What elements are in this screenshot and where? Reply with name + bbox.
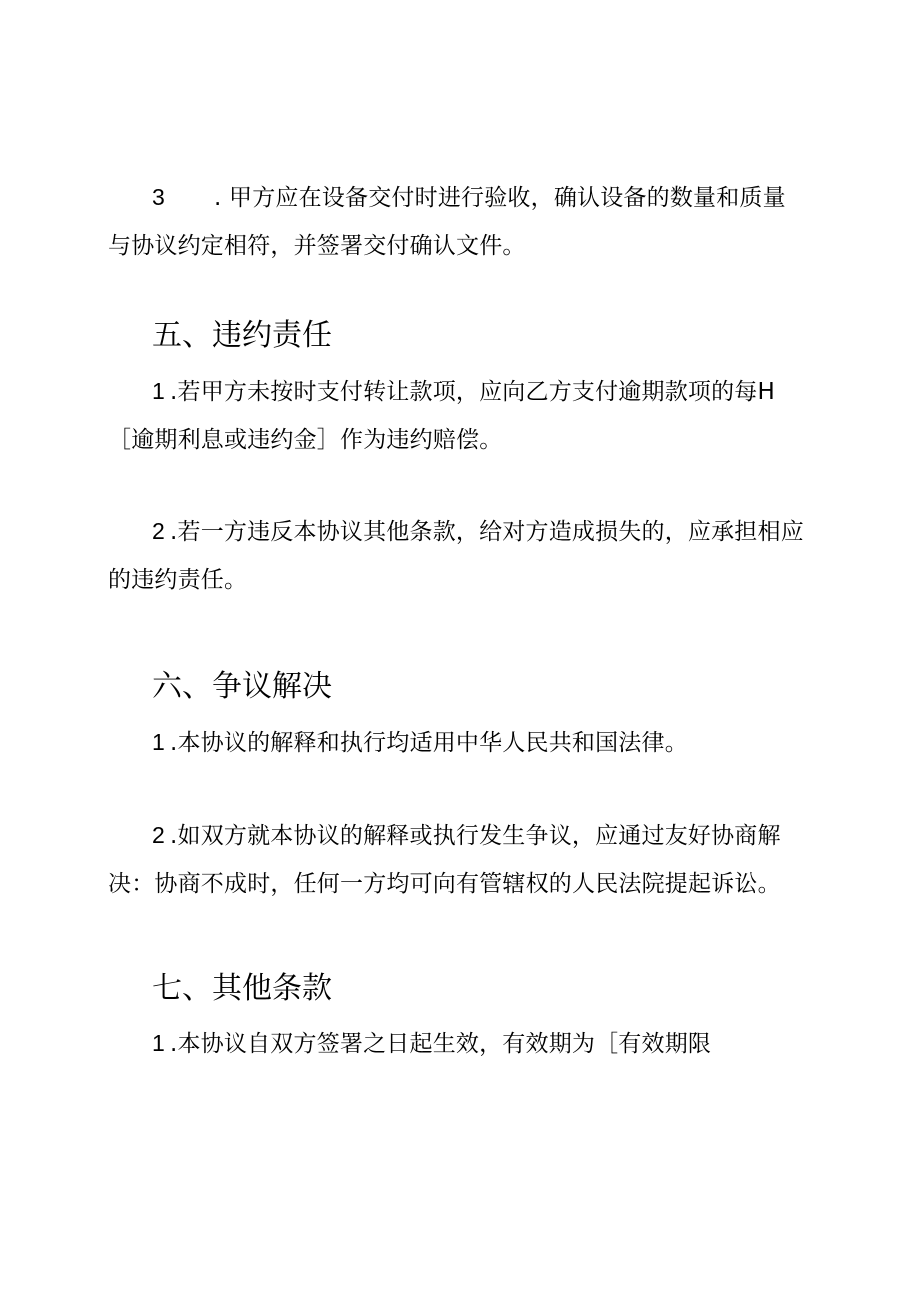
clause-6-2-line-2: 决：协商不成时，任何一方均可向有管辖权的人民法院提起诉讼。 xyxy=(108,871,781,897)
clause-number: 2 xyxy=(152,518,165,544)
clause-number: 1 xyxy=(152,729,165,755)
clause-number: 2 xyxy=(152,822,165,848)
clause-6-2-line-1 xyxy=(152,821,781,850)
clause-text: .若一方违反本协议其他条款，给对方造成损失的，应承担相应 xyxy=(170,519,804,545)
clause-text: .本协议自双方签署之日起生效，有效期为［有效期限 xyxy=(170,1031,712,1057)
clause-number: 3 xyxy=(152,184,165,210)
clause-7-1-line-1 xyxy=(152,1029,711,1058)
section-heading-7: 七、其他条款 xyxy=(152,971,332,1006)
clause-text: .若甲方未按时支付转让款项，应向乙方支付逾期款项的每H xyxy=(170,379,776,405)
clause-5-2-line-2: 的违约责任。 xyxy=(108,567,248,593)
clause-number: 1 xyxy=(152,1030,165,1056)
clause-5-1-line-2: ［逾期利息或违约金］作为违约赔偿。 xyxy=(108,427,503,453)
clause-5-2-line-1 xyxy=(152,517,804,546)
clause-number: 1 xyxy=(152,378,165,404)
clause-4-3-line-2: 与协议约定相符，并签署交付确认文件。 xyxy=(108,233,526,259)
section-heading-5: 五、违约责任 xyxy=(152,318,332,353)
section-heading-6: 六、争议解决 xyxy=(152,669,332,704)
clause-text: . 甲方应在设备交付时进行验收，确认设备的数量和质量 xyxy=(214,185,786,211)
clause-5-1-line-1 xyxy=(152,377,775,406)
clause-text: .如双方就本协议的解释或执行发生争议，应通过友好协商解 xyxy=(170,823,781,849)
clause-4-3-line-1 xyxy=(152,183,786,212)
clause-6-1-line-1 xyxy=(152,728,688,757)
clause-text: .本协议的解释和执行均适用中华人民共和国法律。 xyxy=(170,730,688,756)
